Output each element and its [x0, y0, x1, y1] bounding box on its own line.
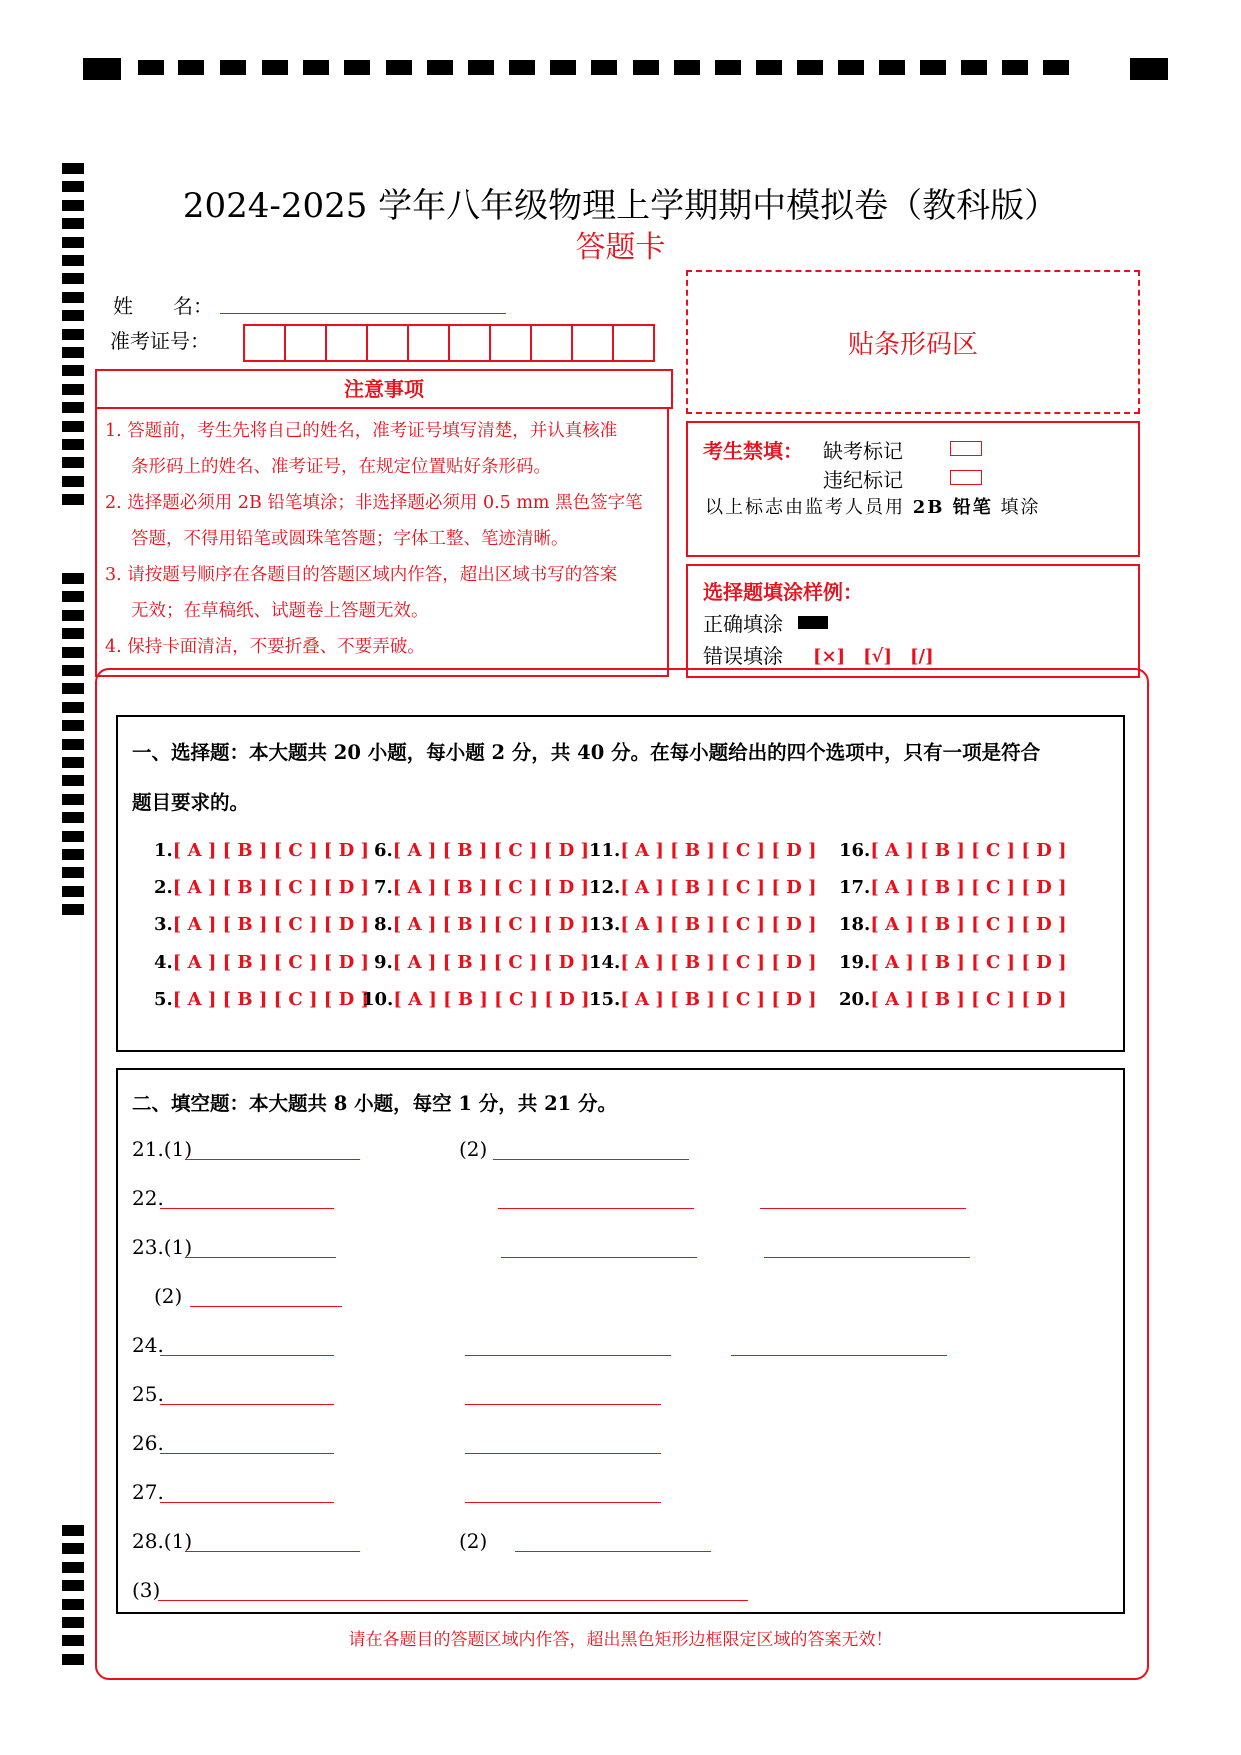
id-digit-cell[interactable]	[614, 326, 653, 360]
id-label: 准考证号：	[110, 329, 210, 353]
violation-mark-label: 违纪标记	[823, 468, 903, 492]
choice-question[interactable]	[839, 840, 1067, 861]
notice-line: 2. 选择题必须用 2B 铅笔填涂；非选择题必须用 0.5 mm 黑色签字笔	[105, 493, 643, 513]
question-number: 1.	[154, 840, 173, 861]
timing-mark	[62, 757, 84, 768]
timing-mark	[62, 591, 84, 602]
question-number: 3.	[154, 914, 173, 935]
q21-2-label: (2)	[459, 1137, 488, 1161]
answer-options[interactable]: [ A ] [ B ] [ C ] [ D ]	[172, 840, 369, 861]
q23-blank-2[interactable]	[501, 1257, 697, 1258]
timing-mark	[62, 849, 84, 860]
choice-question[interactable]	[362, 989, 590, 1010]
choice-question[interactable]	[154, 989, 369, 1010]
q25-label: 25.	[132, 1382, 164, 1406]
answer-options[interactable]: [ A ] [ B ] [ C ] [ D ]	[172, 914, 369, 935]
choice-section-heading-cont: 题目要求的。	[132, 791, 250, 814]
choice-question[interactable]	[154, 877, 369, 898]
notice-line: 无效；在草稿纸、试题卷上答题无效。	[131, 601, 429, 621]
q22-blank-2[interactable]	[498, 1208, 694, 1209]
choice-question[interactable]	[154, 914, 369, 935]
choice-question[interactable]	[589, 914, 817, 935]
choice-question[interactable]	[839, 952, 1067, 973]
id-digit-cell[interactable]	[491, 326, 532, 360]
page-subtitle: 答题卡	[575, 230, 666, 265]
q22-label: 22.	[132, 1186, 164, 1210]
choice-question[interactable]	[589, 877, 817, 898]
timing-mark	[62, 683, 84, 694]
timing-mark	[62, 702, 84, 713]
timing-mark	[62, 775, 84, 786]
q28-3-blank[interactable]	[158, 1600, 748, 1601]
q25-blank-1[interactable]	[160, 1404, 334, 1405]
q26-blank-2[interactable]	[465, 1453, 661, 1454]
timing-mark	[62, 402, 84, 413]
footer-warning: 请在各题目的答题区域内作答，超出黑色矩形边框限定区域的答案无效！	[348, 1630, 893, 1650]
timing-mark	[62, 347, 84, 358]
question-number: 13.	[589, 914, 621, 935]
timing-mark	[62, 628, 84, 639]
timing-mark	[62, 647, 84, 658]
choice-question[interactable]	[839, 914, 1067, 935]
timing-mark	[62, 1654, 84, 1665]
timing-mark	[62, 1525, 84, 1536]
q27-blank-2[interactable]	[465, 1502, 661, 1503]
timing-mark	[62, 273, 84, 284]
choice-question[interactable]	[839, 989, 1067, 1010]
answer-options[interactable]: [ A ] [ B ] [ C ] [ D ]	[870, 877, 1067, 898]
choice-section	[116, 715, 1125, 1052]
q21-2-blank[interactable]	[493, 1159, 689, 1160]
timing-mark	[62, 163, 84, 174]
timing-mark	[62, 794, 84, 805]
correct-fill-mark	[798, 616, 828, 629]
notice-line: 条形码上的姓名、准考证号，在规定位置贴好条形码。	[131, 457, 551, 477]
choice-question[interactable]	[374, 877, 589, 898]
q23-label: 23.(1)	[132, 1235, 193, 1259]
q25-blank-2[interactable]	[465, 1404, 661, 1405]
timing-mark	[62, 904, 84, 915]
timing-mark	[62, 292, 84, 303]
fill-sample-heading: 选择题填涂样例：	[703, 580, 863, 604]
question-number: 8.	[374, 914, 393, 935]
answer-options[interactable]: [ A ] [ B ] [ C ] [ D ]	[392, 952, 589, 973]
question-number: 10.	[362, 989, 394, 1010]
timing-mark	[62, 365, 84, 376]
question-number: 9.	[374, 952, 393, 973]
q27-blank-1[interactable]	[160, 1502, 334, 1503]
answer-options[interactable]: [ A ] [ B ] [ C ] [ D ]	[392, 877, 589, 898]
answer-options[interactable]: [ A ] [ B ] [ C ] [ D ]	[172, 989, 369, 1010]
wrong-fill-label: 错误填涂	[703, 644, 783, 668]
notice-line: 答题，不得用铅笔或圆珠笔答题；字体工整、笔迹清晰。	[131, 529, 569, 549]
choice-question[interactable]	[374, 914, 589, 935]
choice-question[interactable]	[589, 952, 817, 973]
correct-fill-label: 正确填涂	[703, 612, 783, 636]
q23-1-blank[interactable]	[185, 1257, 336, 1258]
fill-blank-section	[116, 1068, 1125, 1614]
notice-line: 4. 保持卡面清洁，不要折叠、不要弄破。	[105, 637, 425, 657]
timing-mark	[62, 831, 84, 842]
question-number: 19.	[839, 952, 871, 973]
question-number: 2.	[154, 877, 173, 898]
timing-mark	[62, 573, 84, 584]
timing-mark	[62, 329, 84, 340]
choice-question[interactable]	[154, 952, 369, 973]
q28-label: 28.(1)	[132, 1529, 193, 1553]
forbidden-note-post: 填涂	[1000, 497, 1041, 518]
q24-blank-1[interactable]	[160, 1355, 334, 1356]
fill-blank-heading: 二、填空题：本大题共 8 小题，每空 1 分，共 21 分。	[132, 1092, 618, 1115]
forbidden-label: 考生禁填：	[703, 439, 803, 463]
timing-mark	[62, 886, 84, 897]
name-label: 姓 名：	[113, 294, 213, 318]
id-digit-cell[interactable]	[245, 326, 286, 360]
wrong-fill-marks: [×] [√] [/]	[813, 646, 934, 667]
timing-mark	[62, 812, 84, 823]
timing-mark	[62, 720, 84, 731]
id-number-grid[interactable]	[243, 324, 655, 362]
q23-2-label: (2)	[154, 1284, 183, 1308]
answer-options[interactable]: [ A ] [ B ] [ C ] [ D ]	[620, 989, 817, 1010]
q24-label: 24.	[132, 1333, 164, 1357]
choice-question[interactable]	[374, 840, 589, 861]
timing-mark	[62, 421, 84, 432]
choice-question[interactable]	[589, 840, 817, 861]
answer-options[interactable]: [ A ] [ B ] [ C ] [ D ]	[620, 877, 817, 898]
timing-mark	[62, 1543, 84, 1554]
choice-question[interactable]	[374, 952, 589, 973]
q28-2-label: (2)	[459, 1529, 488, 1553]
page-title: 2024-2025 学年八年级物理上学期期中模拟卷（教科版）	[182, 186, 1059, 226]
q22-blank-3[interactable]	[760, 1208, 966, 1209]
q24-blank-3[interactable]	[731, 1355, 947, 1356]
forbidden-box	[686, 421, 1140, 557]
answer-options[interactable]: [ A ] [ B ] [ C ] [ D ]	[620, 914, 817, 935]
choice-section-heading: 一、选择题：本大题共 20 小题，每小题 2 分，共 40 分。在每小题给出的四个选项中，只有一项是符合	[132, 741, 1041, 764]
barcode-area	[686, 270, 1140, 414]
timing-mark	[62, 439, 84, 450]
answer-options[interactable]: [ A ] [ B ] [ C ] [ D ]	[392, 914, 589, 935]
timing-mark	[62, 1580, 84, 1591]
answer-options[interactable]: [ A ] [ B ] [ C ] [ D ]	[870, 989, 1067, 1010]
q23-2-blank[interactable]	[190, 1306, 342, 1307]
answer-options[interactable]: [ A ] [ B ] [ C ] [ D ]	[620, 952, 817, 973]
question-number: 14.	[589, 952, 621, 973]
name-field[interactable]	[220, 313, 506, 314]
question-number: 16.	[839, 840, 871, 861]
id-digit-cell[interactable]	[368, 326, 409, 360]
timing-mark	[62, 384, 84, 395]
q21-1-blank[interactable]	[185, 1159, 360, 1160]
timing-mark	[62, 610, 84, 621]
q22-blank-1[interactable]	[160, 1208, 334, 1209]
answer-options[interactable]: [ A ] [ B ] [ C ] [ D ]	[172, 952, 369, 973]
timing-mark	[62, 310, 84, 321]
forbidden-note-bold: 2B 铅笔	[912, 497, 993, 518]
question-number: 17.	[839, 877, 871, 898]
notice-line: 3. 请按题号顺序在各题目的答题区域内作答，超出区域书写的答案	[105, 565, 618, 585]
timing-mark	[62, 457, 84, 468]
choice-question[interactable]	[154, 840, 369, 861]
violation-mark-box[interactable]	[950, 470, 982, 485]
timing-mark	[62, 739, 84, 750]
notice-heading: 注意事项	[95, 369, 673, 409]
answer-options[interactable]: [ A ] [ B ] [ C ] [ D ]	[870, 952, 1067, 973]
answer-options[interactable]: [ A ] [ B ] [ C ] [ D ]	[620, 840, 817, 861]
id-digit-cell[interactable]	[286, 326, 327, 360]
id-digit-cell[interactable]	[327, 326, 368, 360]
notice-line: 1. 答题前，考生先将自己的姓名，准考证号填写清楚，并认真核准	[105, 421, 618, 441]
absent-mark-box[interactable]	[950, 441, 982, 456]
id-digit-cell[interactable]	[409, 326, 450, 360]
choice-question[interactable]	[839, 877, 1067, 898]
fill-sample-box	[686, 564, 1140, 678]
timing-mark	[62, 867, 84, 878]
question-number: 7.	[374, 877, 393, 898]
q26-label: 26.	[132, 1431, 164, 1455]
timing-mark	[62, 665, 84, 676]
notice-body	[95, 407, 669, 677]
q24-blank-2[interactable]	[465, 1355, 671, 1356]
q28-1-blank[interactable]	[185, 1551, 360, 1552]
answer-options[interactable]: [ A ] [ B ] [ C ] [ D ]	[870, 914, 1067, 935]
absent-mark-label: 缺考标记	[823, 439, 903, 463]
answer-options[interactable]: [ A ] [ B ] [ C ] [ D ]	[870, 840, 1067, 861]
q28-3-label: (3)	[132, 1578, 161, 1602]
timing-mark	[62, 494, 84, 505]
answer-options[interactable]: [ A ] [ B ] [ C ] [ D ]	[393, 989, 590, 1010]
question-number: 20.	[839, 989, 871, 1010]
q23-blank-3[interactable]	[764, 1257, 970, 1258]
question-number: 5.	[154, 989, 173, 1010]
q21-label: 21.(1)	[132, 1137, 193, 1161]
question-number: 6.	[374, 840, 393, 861]
question-number: 11.	[589, 840, 621, 861]
q28-2-blank[interactable]	[515, 1551, 711, 1552]
forbidden-note	[705, 493, 1040, 519]
q27-label: 27.	[132, 1480, 164, 1504]
question-number: 4.	[154, 952, 173, 973]
q26-blank-1[interactable]	[160, 1453, 334, 1454]
answer-options[interactable]: [ A ] [ B ] [ C ] [ D ]	[392, 840, 589, 861]
question-number: 18.	[839, 914, 871, 935]
question-number: 12.	[589, 877, 621, 898]
forbidden-note-pre: 以上标志由监考人员用	[705, 497, 905, 518]
timing-mark	[62, 1599, 84, 1610]
id-digit-cell[interactable]	[532, 326, 573, 360]
question-number: 15.	[589, 989, 621, 1010]
timing-mark	[62, 1562, 84, 1573]
choice-question[interactable]	[589, 989, 817, 1010]
timing-mark	[62, 476, 84, 487]
id-digit-cell[interactable]	[450, 326, 491, 360]
barcode-label: 贴条形码区	[847, 329, 978, 360]
answer-options[interactable]: [ A ] [ B ] [ C ] [ D ]	[172, 877, 369, 898]
id-digit-cell[interactable]	[573, 326, 614, 360]
